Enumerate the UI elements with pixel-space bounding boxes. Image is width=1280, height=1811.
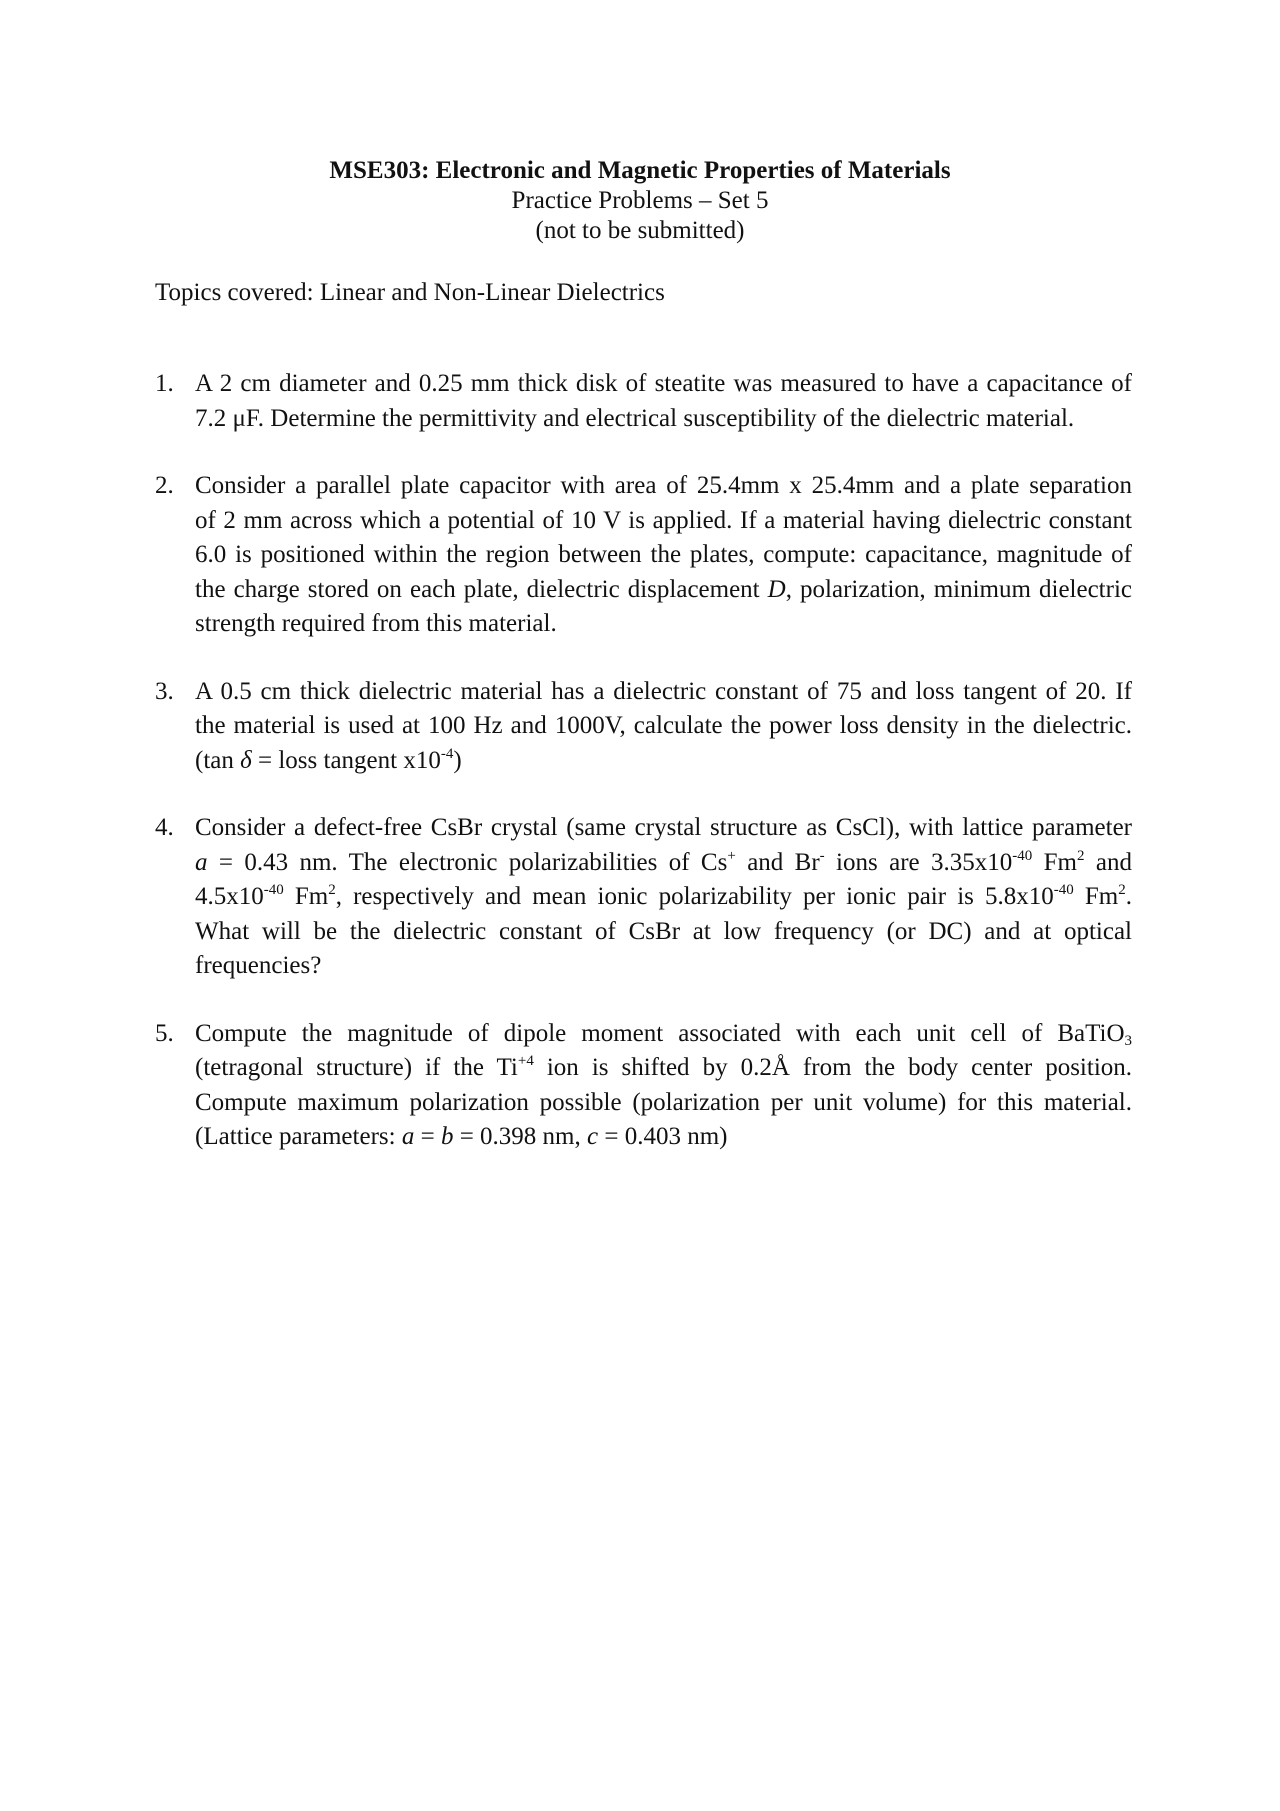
problem-number: 2. — [155, 472, 174, 499]
problem-text — [195, 367, 1132, 436]
problem-line: of 2 mm across which a potential of 10 V is applied. If a material having dielectric constant — [195, 506, 1132, 534]
problem-line: the charge stored on each plate, dielectric displacement D, polarization, minimum dielectric — [195, 575, 1132, 603]
problem-4 — [155, 811, 1132, 984]
problem-2 — [155, 469, 1132, 642]
problem-5 — [155, 1017, 1132, 1155]
problem-line: a = 0.43 nm. The electronic polarizabilities of Cs+ and Br- ions are $3.35x10^{-40}$ Fm$^2$ and — [195, 847, 1132, 876]
problem-text — [195, 675, 1132, 779]
problem-line: 6.0 is positioned within the region between the plates, compute: capacitance, magnitude of — [195, 541, 1132, 568]
problem-list — [155, 367, 1132, 1188]
problem-line: the material is used at 100 Hz and 1000V, calculate the power loss density in the dielectric. — [195, 712, 1132, 739]
submission-note: (not to be submitted) — [535, 217, 745, 244]
problem-text — [195, 469, 1132, 642]
problem-line: strength required from this material. — [195, 610, 557, 637]
set-subtitle: Practice Problems – Set 5 — [511, 187, 769, 214]
problem-line: (tetragonal structure) if the $Ti^{+4}$ ion is shifted by 0.2Å from the body center position. — [195, 1053, 1133, 1081]
topics-covered: Topics covered: Linear and Non-Linear Dielectrics — [155, 279, 665, 306]
problem-number: 1. — [155, 370, 174, 397]
problem-line: What will be the dielectric constant of CsBr at low frequency (or DC) and at optical — [195, 917, 1132, 945]
problem-number: 5. — [155, 1019, 174, 1047]
problem-line: Consider a parallel plate capacitor with area of 25.4mm x 25.4mm and a plate separation — [195, 472, 1132, 499]
problem-line: frequencies? — [195, 952, 322, 979]
problem-line: A 0.5 cm thick dielectric material has a dielectric constant of 75 and loss tangent of 20. If — [195, 677, 1132, 705]
problem-line: 7.2 μF. Determine the permittivity and electrical susceptibility of the dielectric material. — [195, 404, 1075, 432]
problem-number: 4. — [155, 814, 174, 841]
problem-line: Compute the magnitude of dipole moment associated with each unit cell of BaTiO$_3$ — [195, 1019, 1132, 1049]
problem-line: Consider a defect-free CsBr crystal (same crystal structure as CsCl), with lattice parameter — [195, 814, 1132, 841]
problem-line: Compute maximum polarization possible (polarization per unit volume) for this material. — [195, 1088, 1132, 1116]
problem-text — [195, 1017, 1132, 1155]
problem-1 — [155, 367, 1132, 436]
problem-3 — [155, 675, 1132, 779]
problem-text — [195, 811, 1132, 984]
course-title: MSE303: Electronic and Magnetic Properties of Materials — [329, 157, 951, 184]
problem-line: A 2 cm diameter and 0.25 mm thick disk of steatite was measured to have a capacitance of — [195, 370, 1132, 397]
problem-line: (Lattice parameters: a = b = 0.398 nm, c = 0.403 nm) — [195, 1123, 728, 1150]
document-header — [0, 156, 1280, 246]
problem-line: (tan δ = loss tangent $x10^{-4}$) — [195, 745, 462, 774]
problem-line: $4.5x10^{-40}$ Fm$^2$, respectively and mean ionic polarizability per ionic pair is $5.8x10^{-40}$ Fm$^2$. — [195, 882, 1132, 910]
problem-number: 3. — [155, 677, 174, 705]
